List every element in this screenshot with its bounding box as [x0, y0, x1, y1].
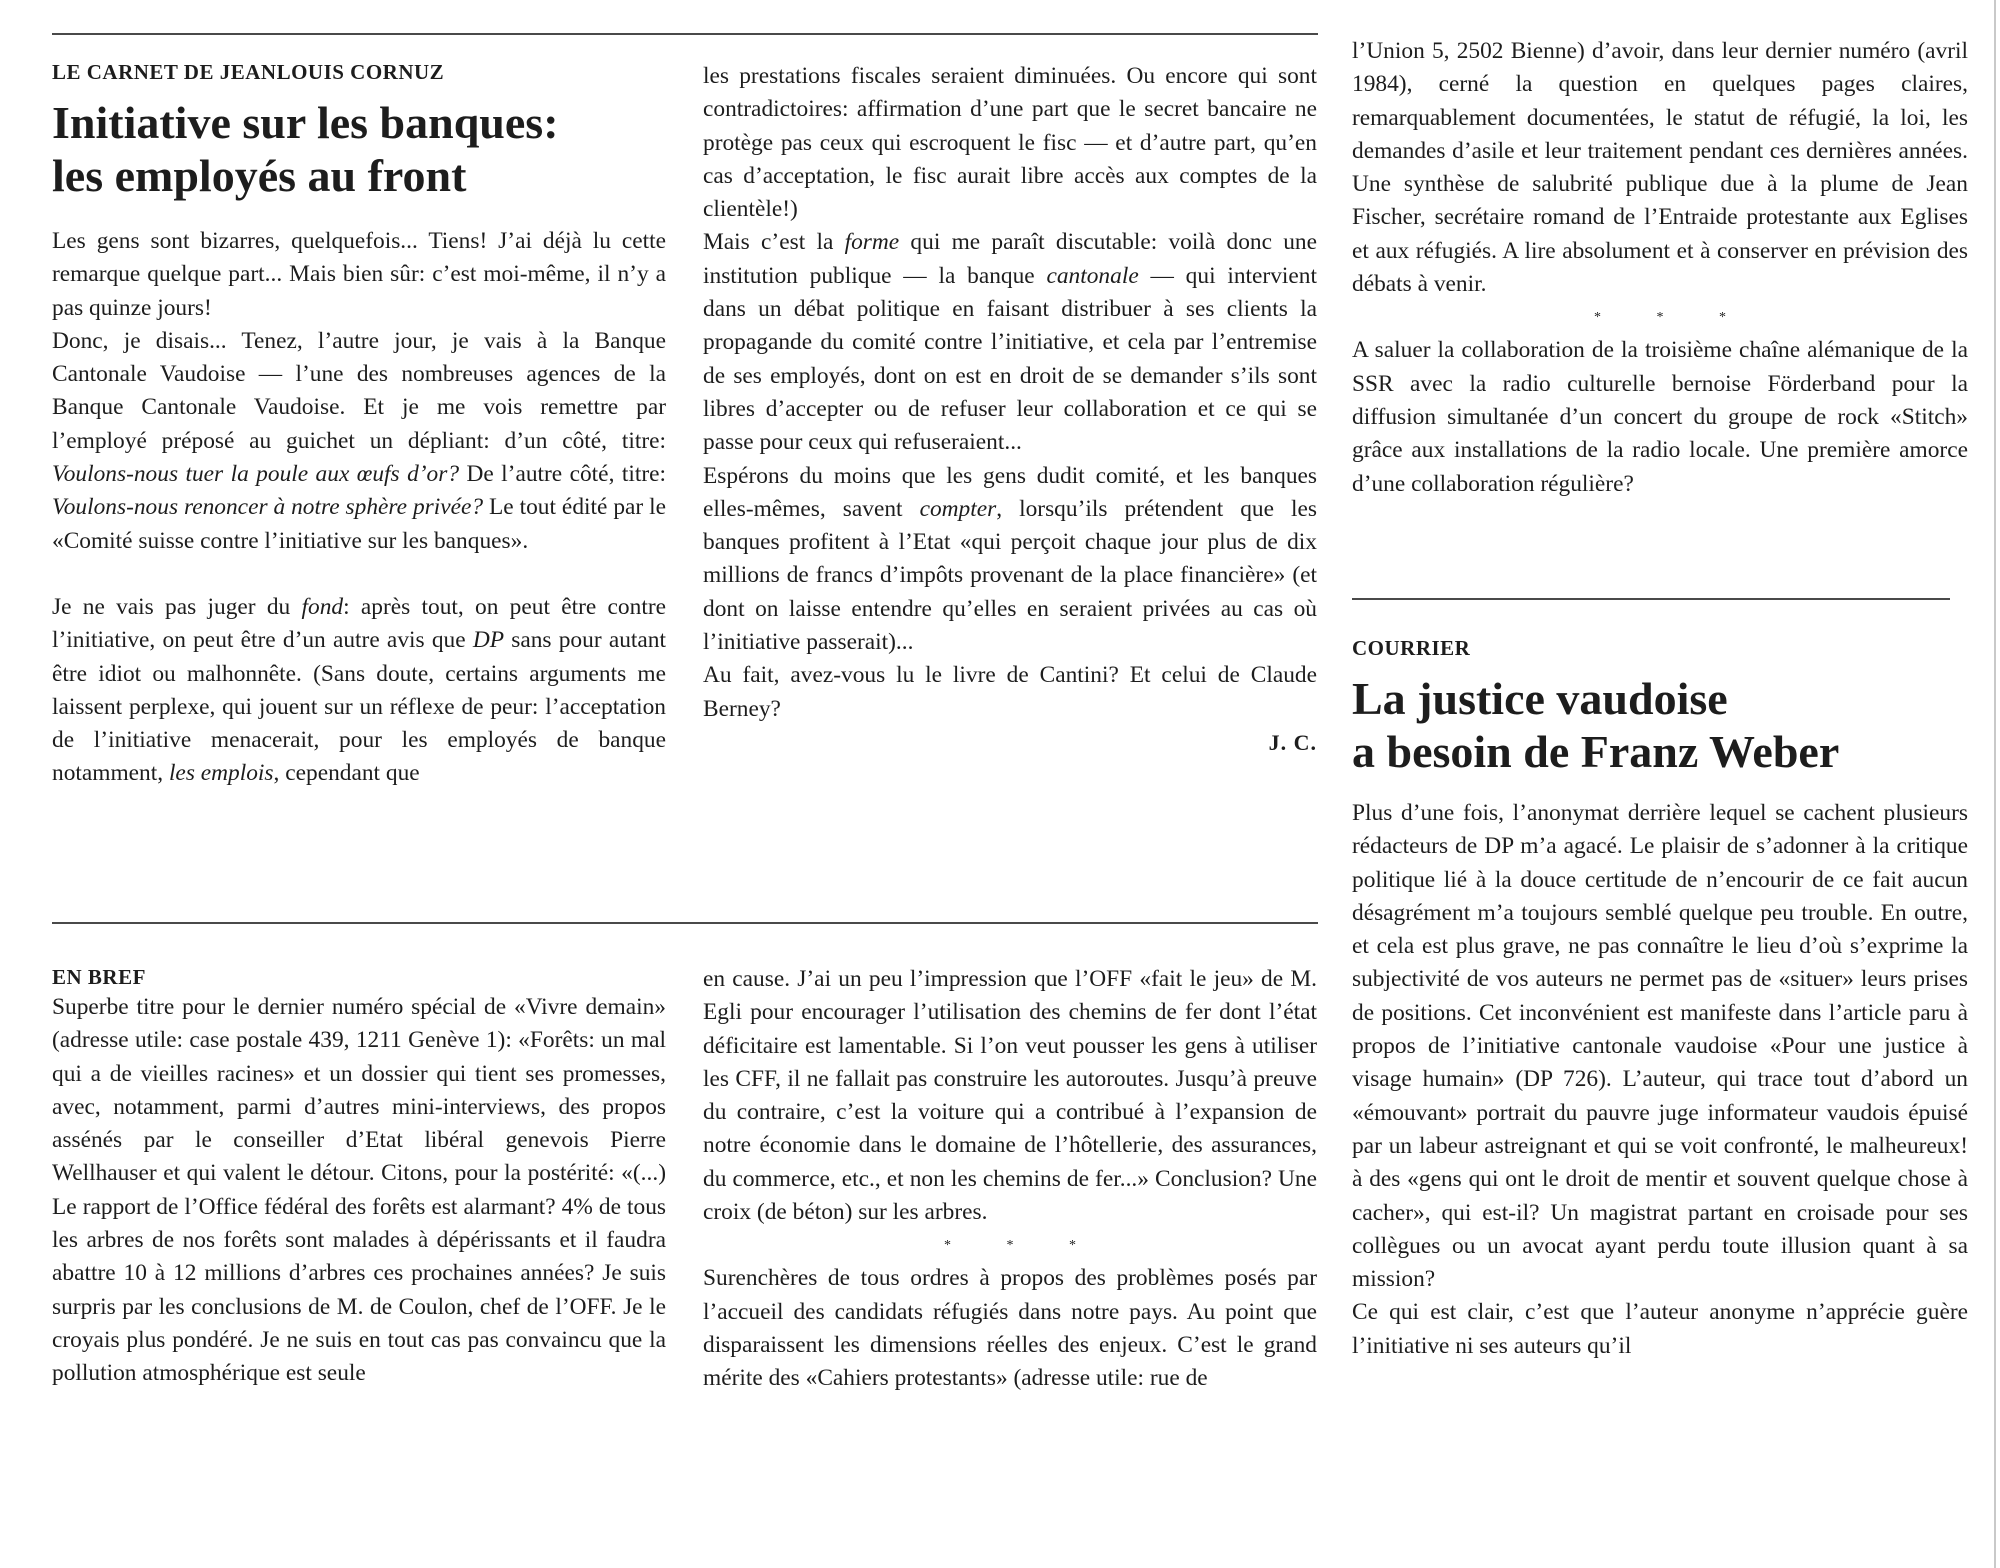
radio-paragraph: A saluer la collaboration de la troisième chaîne alémanique de la SSR avec la radio culturelle bernoise Förderband pour la diffusion simultanée d’un concert du groupe de rock «Stitch» grâce aux installations de la radio locale. Une première amorce d’une collaboration régulière?: [1352, 337, 1968, 497]
courrier-column: [1352, 797, 1968, 1363]
courrier-headline: [1352, 672, 1968, 778]
carnet-signature: J. C.: [1268, 729, 1317, 755]
courrier-headline-line1: La justice vaudoise: [1352, 673, 1728, 724]
en-bref-paragraph: Superbe titre pour le dernier numéro spécial de «Vivre demain» (adresse utile: case postale 439, 1211 Genève 1): «Forêts: un mal qui a de vieilles racines» et un dossier qui tient ses promesses, avec, notamment, parmi d’autres mini-interviews, des propos assénés par le conseiller d’Etat libéral genevois Pierre Wellhauser et qui valent le détour. Citons, pour la postérité: «(...) Le rapport de l’Office fédéral des forêts est alarmant? 4% de tous les arbres de nos forêts sont malades à dépérissants et il faudra abattre 10 à 12 millions d’arbres ces prochaines années? Je suis surpris par les conclusions de M. de Coulon, chef de l’OFF. Je le croyais plus pondéré. Je ne suis en tout cas pas convaincu que la pollution atmosphérique est seule: [52, 994, 666, 1387]
carnet-paragraph: Espérons du moins que les gens dudit comité, et les banques elles-mêmes, savent compter, lorsqu’ils prétendent que les banques profitent à l’Etat «qui perçoit chaque jour plus de dix millions de francs d’impôts provenant de la place financière» (et dont on laisse entendre qu’elles en seraient privées au cas où l’initiative passerait)...: [703, 462, 1317, 656]
courrier-paragraph: Plus d’une fois, l’anonymat derrière lequel se cachent plusieurs rédacteurs de DP m’a agacé. Le plaisir de s’adonner à la critique politique lié à la douce certitude de n’encourir de ce fait aucun désagrément m’a toujours semblé quelque peu trouble. En outre, et cela est plus grave, ne pas connaître le lieu d’où s’exprime la subjectivité de vos auteurs ne permet pas de «situer» leurs prises de positions. Cet inconvénient est manifeste dans l’article paru à propos de l’initiative cantonale vaudoise «Pour une justice à visage humain» (DP 726). L’auteur, qui trace tout d’abord un «émouvant» portrait du pauvre juge informateur vaudois épuisé par un labeur astreignant et qui se voit confronté, le malheureux! à des «gens qui ont le droit de mentir et souvent quelque chose à cacher», qui est-il? Un magistrat partant en croisade pour ses collègues ou un avocat ayant perdu toute illusion quant à sa mission?: [1352, 800, 1968, 1293]
carnet-paragraph: Au fait, avez-vous lu le livre de Cantini? Et celui de Claude Berney?: [703, 662, 1317, 722]
carnet-column-1: [52, 225, 666, 791]
en-bref-column-2: [703, 963, 1317, 1396]
courrier-rule: [1352, 598, 1950, 600]
page-edge: [1994, 0, 1996, 1568]
en-bref-paragraph: en cause. J’ai un peu l’impression que l’OFF «fait le jeu» de M. Egli pour encourager l’utilisation des chemins de fer dont l’état déficitaire est lamentable. Si l’on veut pousser les gens à utiliser les CFF, il ne fallait pas construire les autoroutes. Jusqu’à preuve du contraire, c’est la voiture qui a contribué à l’expansion de notre économie dans le domaine de l’hôtellerie, des assurances, du commerce, etc., et non les chemins de fer...» Conclusion? Une croix (de béton) sur les arbres.: [703, 966, 1317, 1226]
carnet-paragraph: les prestations fiscales seraient diminuées. Ou encore qui sont contradictoires: affirmation d’une part que le secret bancaire ne protège pas ceux qui escroquent le fisc — et d’autre part, qu’en cas d’acceptation, le fisc aurait libre accès aux comptes de la clientèle!): [703, 63, 1317, 223]
courrier-header: [1352, 634, 1968, 778]
refugies-paragraph: l’Union 5, 2502 Bienne) d’avoir, dans leur dernier numéro (avril 1984), cerné la question en quelques pages claires, remarquablement documentées, le statut de réfugié, la loi, les demandes d’asile et leur traitement pendant ces dernières années. Une synthèse de salubrité publique due à la plume de Jean Fischer, secrétaire romand de l’Entraide protestante aux Eglises et aux réfugiés. A lire absolument et à conserver en prévision des débats à venir.: [1352, 38, 1968, 298]
section-stars: * * *: [944, 1238, 1102, 1254]
carnet-headline-line1: Initiative sur les banques:: [52, 97, 559, 148]
carnet-paragraph: Donc, je disais... Tenez, l’autre jour, je vais à la Banque Cantonale Vaudoise — l’une des nombreuses agences de la Banque Cantonale Vaudoise. Et je me vois remettre par l’employé préposé au guichet un dépliant: d’un côté, titre: Voulons-nous tuer la poule aux œufs d’or? De l’autre côté, titre: Voulons-nous renoncer à notre sphère privée? Le tout édité par le «Comité suisse contre l’initiative sur les banques».: [52, 327, 666, 554]
section-stars: * * *: [1594, 310, 1752, 326]
refugies-column: [1352, 35, 1968, 501]
section-divider-rule: [52, 922, 1318, 924]
courrier-paragraph: Ce qui est clair, c’est que l’auteur anonyme n’apprécie guère l’initiative ni ses auteurs qu’il: [1352, 1299, 1968, 1359]
carnet-headline: [52, 96, 672, 202]
carnet-paragraph: Mais c’est la forme qui me paraît discutable: voilà donc une institution publique — la banque cantonale — qui intervient dans un débat politique en faisant distribuer à ses clients la propagande du comité contre l’initiative, et cela par l’entremise de ses employés, dont on est en droit de se demander s’ils sont libres d’accepter ou de refuser leur collaboration et ce qui se passe pour ceux qui refuseraient...: [703, 229, 1318, 456]
en-bref-column-1: [52, 963, 666, 1391]
carnet-column-2: [703, 60, 1317, 759]
top-rule: [52, 33, 1318, 35]
carnet-header: [52, 58, 672, 202]
courrier-kicker: COURRIER: [1352, 636, 1471, 660]
en-bref-kicker: EN BREF: [52, 965, 146, 989]
courrier-headline-line2: a besoin de Franz Weber: [1352, 726, 1840, 777]
carnet-kicker: LE CARNET DE JEANLOUIS CORNUZ: [52, 60, 445, 84]
en-bref-paragraph: Surenchères de tous ordres à propos des problèmes posés par l’accueil des candidats réfugiés dans notre pays. Au point que disparaissent les dimensions réelles des enjeux. C’est le grand mérite des «Cahiers protestants» (adresse utile: rue de: [703, 1265, 1317, 1392]
carnet-paragraph: Les gens sont bizarres, quelquefois... Tiens! J’ai déjà lu cette remarque quelque part... Mais bien sûr: c’est moi-même, il n’y a pas quinze jours!: [52, 228, 666, 321]
carnet-headline-line2: les employés au front: [52, 150, 467, 201]
carnet-paragraph: Je ne vais pas juger du fond: après tout, on peut être contre l’initiative, on peut être d’un autre avis que DP sans pour autant être idiot ou malhonnête. (Sans doute, certains arguments me laissent perplexe, qui jouent sur un réflexe de peur: l’acceptation de l’initiative menacerait, pour les employés de banque notamment, les emplois, cependant que: [52, 593, 666, 787]
